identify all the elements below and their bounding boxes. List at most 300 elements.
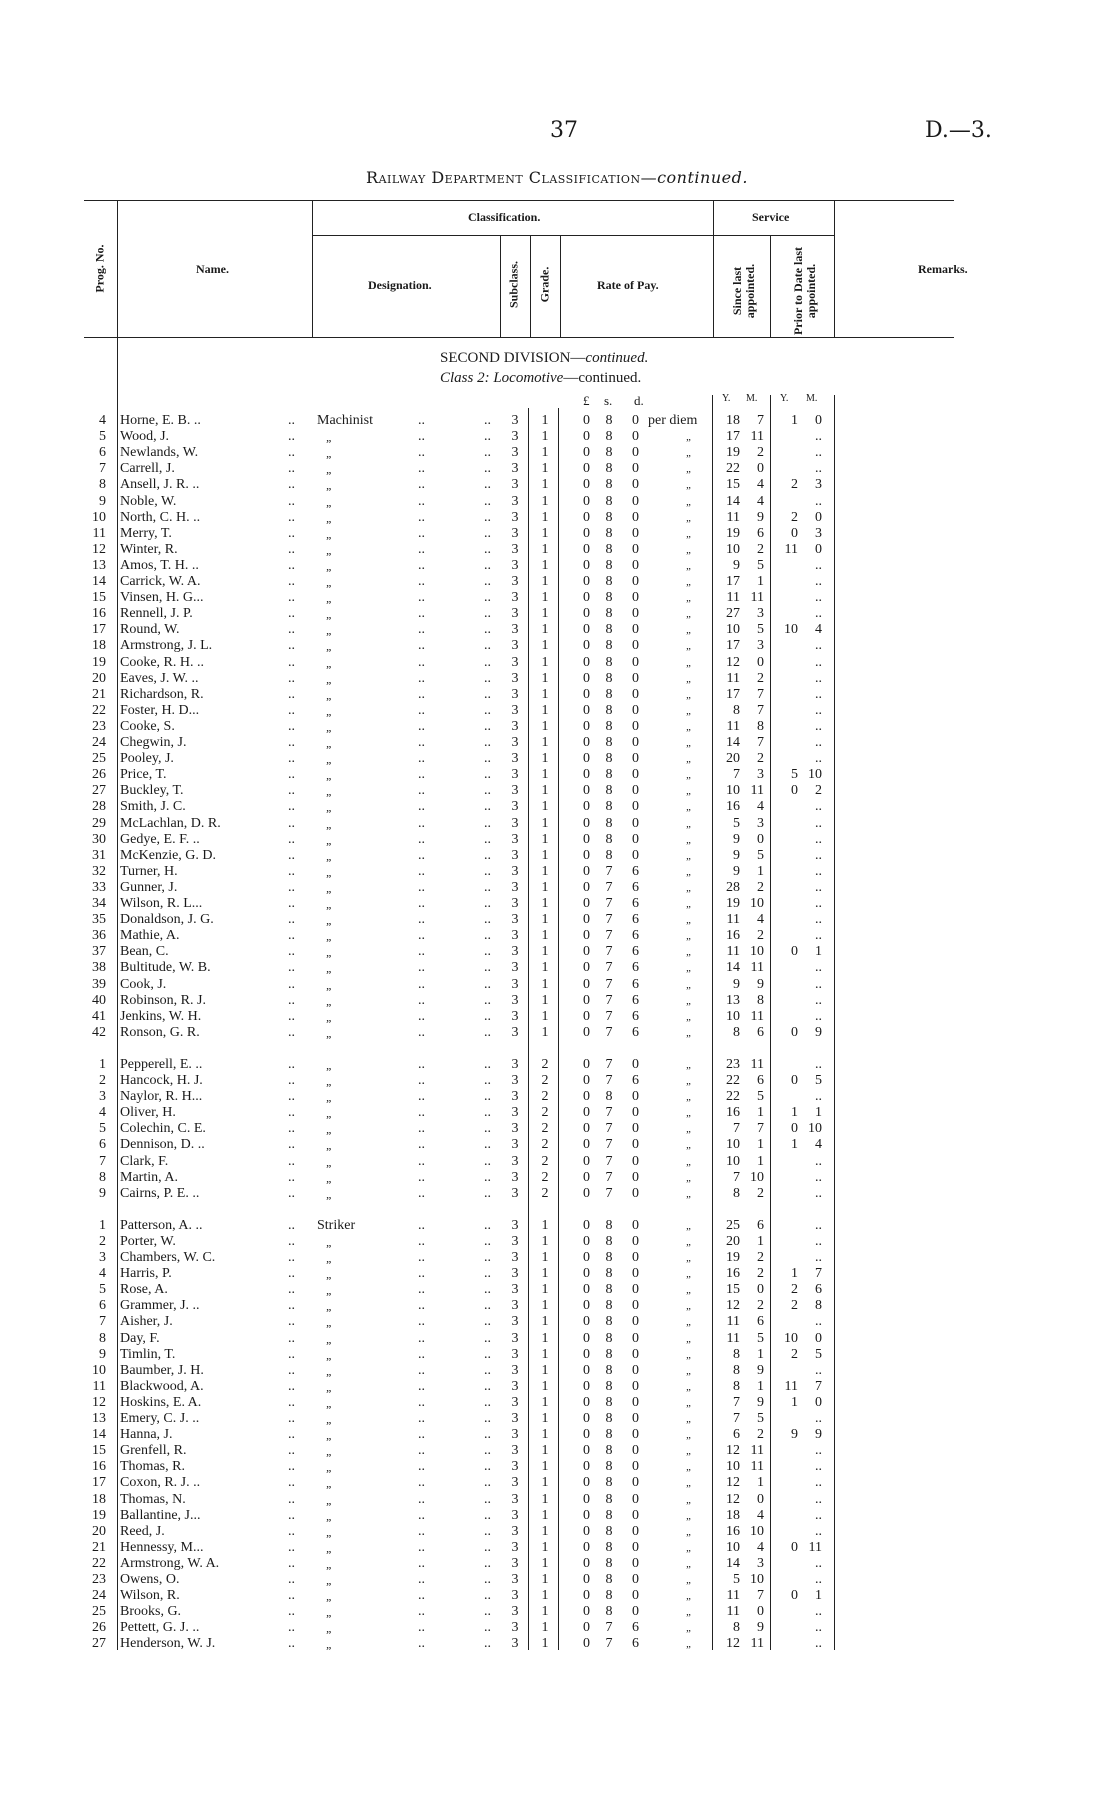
name-cell: Henderson, W. J. <box>120 1636 216 1652</box>
per-diem-cell: „ <box>686 1300 693 1313</box>
pay-pounds-cell: 0 <box>583 912 590 928</box>
pay-pence-cell: 0 <box>632 1217 639 1233</box>
subclass-cell: 3 <box>511 751 519 767</box>
per-diem-cell: „ <box>686 1316 693 1329</box>
leader-dots: .. <box>418 944 425 960</box>
prior-months-cell: 0 <box>815 541 822 557</box>
prior-months-cell: .. <box>815 686 822 702</box>
pay-pounds-cell: 0 <box>583 767 590 783</box>
subclass-cell: 3 <box>511 799 519 815</box>
unit-years-prior: Y. <box>780 393 789 404</box>
name-cell: Timlin, T. <box>120 1346 176 1362</box>
since-months-cell: 9 <box>757 976 764 992</box>
since-months-cell: 3 <box>757 767 764 783</box>
table-row <box>0 944 1114 960</box>
leader-dots: .. <box>484 413 491 428</box>
table-row <box>0 1604 1114 1620</box>
subclass-cell: 3 <box>511 863 519 879</box>
per-diem-cell: „ <box>686 865 693 878</box>
pay-shillings-cell: 8 <box>605 1427 613 1443</box>
prog-no-cell: 13 <box>92 1411 106 1426</box>
prior-months-cell: 9 <box>815 1024 822 1040</box>
pay-shillings-cell: 7 <box>605 1073 613 1088</box>
grade-cell: 1 <box>541 461 549 477</box>
designation-cell: „ <box>326 1347 333 1362</box>
subclass-cell: 3 <box>511 976 519 992</box>
prog-no-cell: 12 <box>92 541 106 557</box>
since-months-cell: 0 <box>757 461 764 477</box>
pay-pounds-cell: 0 <box>583 509 590 525</box>
division-heading: SECOND DIVISION—continued. <box>440 350 649 366</box>
leader-dots: .. <box>418 1427 425 1443</box>
subclass-cell: 3 <box>511 493 519 509</box>
prior-months-cell: .. <box>815 815 822 831</box>
subclass-cell: 3 <box>511 1169 519 1185</box>
grade-cell: 1 <box>541 1346 549 1362</box>
designation-cell: „ <box>326 1090 333 1105</box>
table-row <box>0 783 1114 799</box>
prior-months-cell: .. <box>815 1411 822 1426</box>
leader-dots: .. <box>484 863 491 879</box>
since-months-cell: 3 <box>757 1555 764 1571</box>
grade-cell: 1 <box>541 541 549 557</box>
leader-dots: .. <box>288 815 295 831</box>
leader-dots: .. <box>288 1491 295 1507</box>
since-years-cell: 22 <box>726 461 740 477</box>
since-months-cell: 0 <box>757 1491 764 1507</box>
since-years-cell: 10 <box>726 1008 740 1024</box>
since-months-cell: 9 <box>757 1394 764 1410</box>
name-cell: Donaldson, J. G. <box>120 912 214 928</box>
prior-months-cell: 0 <box>815 413 822 428</box>
leader-dots: .. <box>288 1572 295 1587</box>
prior-months-cell: .. <box>815 992 822 1008</box>
table-row <box>0 558 1114 574</box>
designation-cell: „ <box>326 1154 333 1169</box>
since-years-cell: 11 <box>726 944 740 960</box>
name-cell: Grammer, J. .. <box>120 1298 200 1314</box>
prog-no-cell: 37 <box>92 944 106 960</box>
leader-dots: .. <box>288 992 295 1008</box>
leader-dots: .. <box>418 1298 425 1314</box>
leader-dots: .. <box>418 1121 425 1137</box>
per-diem-cell: „ <box>686 1541 693 1554</box>
leader-dots: .. <box>418 1507 425 1523</box>
table-row <box>0 799 1114 815</box>
pay-pence-cell: 0 <box>632 413 639 428</box>
leader-dots: .. <box>418 1024 425 1040</box>
subclass-cell: 3 <box>511 1105 519 1121</box>
pay-pounds-cell: 0 <box>583 751 590 767</box>
table-row <box>0 574 1114 590</box>
grade-cell: 1 <box>541 1233 549 1249</box>
designation-cell: „ <box>326 880 333 895</box>
table-row <box>0 542 1114 558</box>
name-cell: Buckley, T. <box>120 783 184 799</box>
per-diem-cell: „ <box>686 447 693 460</box>
pay-shillings-cell: 8 <box>605 1394 613 1410</box>
leader-dots: .. <box>418 702 425 718</box>
since-months-cell: 1 <box>757 1475 764 1491</box>
prior-months-cell: .. <box>815 606 822 622</box>
name-cell: McKenzie, G. D. <box>120 847 217 863</box>
since-months-cell: 2 <box>757 541 764 557</box>
leader-dots: .. <box>288 445 295 461</box>
prior-months-cell: .. <box>815 429 822 445</box>
table-row <box>0 1073 1114 1089</box>
leader-dots: .. <box>288 654 295 670</box>
leader-dots: .. <box>288 735 295 750</box>
grade-cell: 1 <box>541 767 549 783</box>
prog-no-cell: 29 <box>92 815 106 831</box>
since-months-cell: 2 <box>757 1298 764 1314</box>
since-years-cell: 15 <box>726 477 740 493</box>
per-diem-cell: „ <box>686 1091 693 1104</box>
since-months-cell: 0 <box>757 1604 764 1620</box>
leader-dots: .. <box>418 1346 425 1362</box>
name-cell: Reed, J. <box>120 1523 165 1539</box>
since-months-cell: 3 <box>757 606 764 622</box>
since-years-cell: 11 <box>726 912 740 928</box>
pay-pence-cell: 0 <box>632 1314 639 1330</box>
pay-shillings-cell: 8 <box>605 1282 613 1298</box>
leader-dots: .. <box>418 1604 425 1620</box>
pay-shillings-cell: 8 <box>605 767 613 783</box>
prior-months-cell: .. <box>815 879 822 895</box>
prog-no-cell: 22 <box>92 1555 106 1571</box>
designation-cell: „ <box>326 897 333 911</box>
table-row <box>0 816 1114 832</box>
per-diem-cell: „ <box>686 1058 693 1071</box>
subclass-cell: 3 <box>511 509 519 525</box>
leader-dots: .. <box>288 1008 295 1024</box>
designation-cell: „ <box>326 1492 333 1507</box>
designation-header: Designation. <box>368 278 432 292</box>
leader-dots: .. <box>288 1346 295 1362</box>
table-row <box>0 1347 1114 1363</box>
prior-months-cell: 6 <box>815 1282 822 1298</box>
prog-no-cell: 17 <box>92 622 106 638</box>
table-row <box>0 703 1114 719</box>
header-top-rule <box>84 200 954 201</box>
leader-dots: .. <box>418 622 425 638</box>
table-row <box>0 735 1114 751</box>
subclass-cell: 3 <box>511 1185 519 1201</box>
pay-pounds-cell: 0 <box>583 1604 590 1620</box>
since-years-cell: 10 <box>726 622 740 638</box>
subclass-cell: 3 <box>511 590 519 606</box>
prior-years-cell: 2 <box>791 1346 798 1362</box>
subclass-cell: 3 <box>511 445 519 461</box>
leader-dots: .. <box>288 413 295 428</box>
leader-dots: .. <box>288 1250 295 1265</box>
name-cell: Coxon, R. J. .. <box>120 1475 201 1491</box>
leader-dots: .. <box>418 1588 425 1604</box>
pay-shillings-cell: 7 <box>605 863 613 879</box>
pay-pence-cell: 0 <box>632 735 639 750</box>
pay-pence-cell: 0 <box>632 1298 639 1314</box>
since-years-cell: 8 <box>733 1362 740 1378</box>
per-diem-cell: „ <box>686 769 693 782</box>
pay-pence-cell: 0 <box>632 670 639 686</box>
subclass-cell: 3 <box>511 1314 519 1330</box>
leader-dots: .. <box>484 815 491 831</box>
prog-no-cell: 2 <box>99 1233 106 1249</box>
table-row <box>0 638 1114 654</box>
per-diem-cell: „ <box>686 946 693 959</box>
pay-pence-cell: 0 <box>632 1378 639 1394</box>
per-diem-cell: „ <box>686 914 693 927</box>
header-bottom-rule <box>84 337 954 338</box>
per-diem-cell: „ <box>686 1638 693 1651</box>
subclass-cell: 3 <box>511 1217 519 1233</box>
prog-no-cell: 12 <box>92 1394 106 1410</box>
name-cell: Owens, O. <box>120 1572 180 1587</box>
prior-years-cell: 2 <box>791 1298 798 1314</box>
table-row <box>0 1282 1114 1298</box>
subclass-cell: 3 <box>511 1378 519 1394</box>
leader-dots: .. <box>288 799 295 815</box>
pay-pounds-cell: 0 <box>583 1330 590 1346</box>
per-diem-cell: „ <box>686 1187 693 1200</box>
grade-cell: 1 <box>541 525 549 541</box>
unit-months-since: M. <box>746 393 758 404</box>
since-years-cell: 10 <box>726 1153 740 1169</box>
pay-pence-cell: 0 <box>632 1185 639 1201</box>
pay-shillings-cell: 8 <box>605 1233 613 1249</box>
pay-shillings-cell: 8 <box>605 799 613 815</box>
leader-dots: .. <box>288 1073 295 1088</box>
grade-cell: 1 <box>541 509 549 525</box>
name-cell: Horne, E. B. .. <box>120 413 201 428</box>
prior-months-cell: .. <box>815 1572 822 1587</box>
since-years-cell: 11 <box>726 1604 740 1620</box>
leader-dots: .. <box>484 1056 491 1072</box>
per-diem-cell: „ <box>686 495 693 508</box>
name-cell: Brooks, G. <box>120 1604 182 1620</box>
prog-no-cell: 10 <box>92 509 106 525</box>
prior-years-cell: 10 <box>784 1330 798 1346</box>
subclass-header: Subclass. <box>506 260 521 309</box>
pay-pence-cell: 0 <box>632 1539 639 1555</box>
pay-pounds-cell: 0 <box>583 557 590 573</box>
prior-months-cell: .. <box>815 590 822 606</box>
prior-months-cell: .. <box>815 654 822 670</box>
subclass-cell: 3 <box>511 1427 519 1443</box>
leader-dots: .. <box>418 928 425 944</box>
per-diem-cell: „ <box>686 833 693 846</box>
leader-dots: .. <box>288 912 295 928</box>
pay-pounds-cell: 0 <box>583 1233 590 1249</box>
pay-pounds-cell: 0 <box>583 847 590 863</box>
designation-cell: „ <box>326 462 333 477</box>
designation-cell: „ <box>326 1412 333 1426</box>
since-months-cell: 9 <box>757 1620 764 1636</box>
pay-pounds-cell: 0 <box>583 445 590 461</box>
since-years-cell: 7 <box>733 1394 740 1410</box>
per-diem-cell: „ <box>686 898 693 910</box>
subclass-cell: 3 <box>511 1089 519 1105</box>
prior-months-cell: 1 <box>815 1588 822 1604</box>
table-row <box>0 429 1114 445</box>
leader-dots: .. <box>418 445 425 461</box>
document-reference: D.—3. <box>925 118 992 143</box>
leader-dots: .. <box>288 1539 295 1555</box>
leader-dots: .. <box>418 493 425 509</box>
prior-months-cell: .. <box>815 461 822 477</box>
name-cell: Smith, J. C. <box>120 799 186 815</box>
subclass-cell: 3 <box>511 815 519 831</box>
leader-dots: .. <box>288 638 295 654</box>
pay-pounds-cell: 0 <box>583 1620 590 1636</box>
leader-dots: .. <box>484 783 491 799</box>
per-diem-cell: „ <box>686 1284 693 1297</box>
prog-no-cell: 6 <box>99 1298 106 1314</box>
since-years-cell: 8 <box>733 1620 740 1636</box>
grade-cell: 1 <box>541 493 549 509</box>
prior-months-cell: 1 <box>815 944 822 960</box>
designation-cell: „ <box>326 639 333 654</box>
leader-dots: .. <box>418 1491 425 1507</box>
leader-dots: .. <box>418 413 425 428</box>
leader-dots: .. <box>484 718 491 734</box>
since-months-cell: 2 <box>757 928 764 944</box>
leader-dots: .. <box>484 429 491 445</box>
grade-cell: 1 <box>541 1266 549 1282</box>
table-row <box>0 1266 1114 1282</box>
since-years-cell: 14 <box>726 1555 740 1571</box>
pay-pence-cell: 0 <box>632 429 639 445</box>
pay-pounds-cell: 0 <box>583 1314 590 1330</box>
since-months-cell: 10 <box>750 944 764 960</box>
leader-dots: .. <box>484 751 491 767</box>
leader-dots: .. <box>288 1394 295 1410</box>
prior-months-cell: .. <box>815 960 822 976</box>
pay-pence-cell: 0 <box>632 702 639 718</box>
pay-shillings-cell: 7 <box>605 912 613 928</box>
prior-months-cell: 9 <box>815 1427 822 1443</box>
leader-dots: .. <box>418 1282 425 1298</box>
designation-cell: „ <box>326 607 333 622</box>
grade-cell: 2 <box>541 1056 549 1072</box>
prior-months-cell: 0 <box>815 509 822 525</box>
name-cell: Gedye, E. F. .. <box>120 831 200 847</box>
prior-months-cell: .. <box>815 799 822 815</box>
col-rule-7 <box>770 235 771 337</box>
leader-dots: .. <box>418 1266 425 1282</box>
name-cell: Bultitude, W. B. <box>120 960 211 976</box>
grade-cell: 1 <box>541 702 549 718</box>
unit-months-prior: M. <box>806 393 818 404</box>
table-row <box>0 1025 1114 1041</box>
since-years-cell: 13 <box>726 992 740 1008</box>
leader-dots: .. <box>288 783 295 799</box>
per-diem-cell: „ <box>686 624 693 637</box>
leader-dots: .. <box>418 1378 425 1394</box>
since-months-cell: 2 <box>757 1250 764 1265</box>
pay-pence-cell: 0 <box>632 1121 639 1137</box>
name-cell: Chambers, W. C. <box>120 1250 216 1265</box>
prior-months-cell: .. <box>815 735 822 750</box>
per-diem-cell: „ <box>686 640 693 653</box>
pay-shillings-cell: 7 <box>605 1121 613 1137</box>
pay-pounds-cell: 0 <box>583 1394 590 1410</box>
since-months-cell: 11 <box>750 429 764 445</box>
pay-pounds-cell: 0 <box>583 1362 590 1378</box>
leader-dots: .. <box>484 477 491 493</box>
since-years-cell: 9 <box>733 863 740 879</box>
leader-dots: .. <box>418 1411 425 1426</box>
name-cell: Ballantine, J... <box>120 1507 201 1523</box>
pay-pounds-cell: 0 <box>583 1636 590 1652</box>
prior-months-cell: .. <box>815 863 822 879</box>
prog-no-cell: 14 <box>92 1427 106 1443</box>
leader-dots: .. <box>288 1233 295 1249</box>
prior-years-cell: 0 <box>791 1073 798 1088</box>
pay-pence-cell: 6 <box>632 896 639 911</box>
per-diem-cell: „ <box>686 849 693 862</box>
grade-cell: 1 <box>541 815 549 831</box>
subclass-cell: 3 <box>511 1572 519 1587</box>
pay-shillings-cell: 8 <box>605 1604 613 1620</box>
name-cell: Noble, W. <box>120 493 177 509</box>
table-row <box>0 1379 1114 1395</box>
grade-cell: 1 <box>541 960 549 976</box>
subclass-cell: 3 <box>511 1266 519 1282</box>
leader-dots: .. <box>418 863 425 879</box>
prog-no-cell: 24 <box>92 1588 106 1604</box>
leader-dots: .. <box>418 767 425 783</box>
subclass-cell: 3 <box>511 461 519 477</box>
prior-years-cell: 1 <box>791 1266 798 1282</box>
name-cell: Cooke, S. <box>120 718 175 734</box>
pay-pence-cell: 0 <box>632 654 639 670</box>
col-rule-3 <box>500 235 501 337</box>
grade-cell: 1 <box>541 1250 549 1265</box>
pay-shillings-cell: 7 <box>605 960 613 976</box>
per-diem-cell: „ <box>686 1574 693 1586</box>
name-cell: Merry, T. <box>120 525 172 541</box>
per-diem-cell: „ <box>686 672 693 685</box>
leader-dots: .. <box>288 1411 295 1426</box>
table-row <box>0 1218 1114 1234</box>
leader-dots: .. <box>484 525 491 541</box>
prior-months-cell: 10 <box>808 1121 822 1137</box>
leader-dots: .. <box>418 686 425 702</box>
subclass-cell: 3 <box>511 1330 519 1346</box>
pay-pence-cell: 0 <box>632 1604 639 1620</box>
pay-pounds-cell: 0 <box>583 461 590 477</box>
leader-dots: .. <box>418 1394 425 1410</box>
pay-pence-cell: 0 <box>632 783 639 799</box>
grade-cell: 2 <box>541 1121 549 1137</box>
pay-pounds-cell: 0 <box>583 976 590 992</box>
leader-dots: .. <box>288 879 295 895</box>
pay-shillings-cell: 8 <box>605 590 613 606</box>
pay-shillings-cell: 7 <box>605 1169 613 1185</box>
prior-months-cell: .. <box>815 1604 822 1620</box>
subclass-cell: 3 <box>511 1008 519 1024</box>
name-cell: Wood, J. <box>120 429 170 445</box>
pay-pounds-cell: 0 <box>583 1153 590 1169</box>
name-cell: Carrick, W. A. <box>120 574 201 589</box>
name-cell: Hoskins, E. A. <box>120 1394 202 1410</box>
pay-pounds-cell: 0 <box>583 815 590 831</box>
header-mid-rule <box>312 235 834 236</box>
leader-dots: .. <box>484 1443 491 1459</box>
since-years-cell: 10 <box>726 1539 740 1555</box>
grade-cell: 1 <box>541 445 549 461</box>
